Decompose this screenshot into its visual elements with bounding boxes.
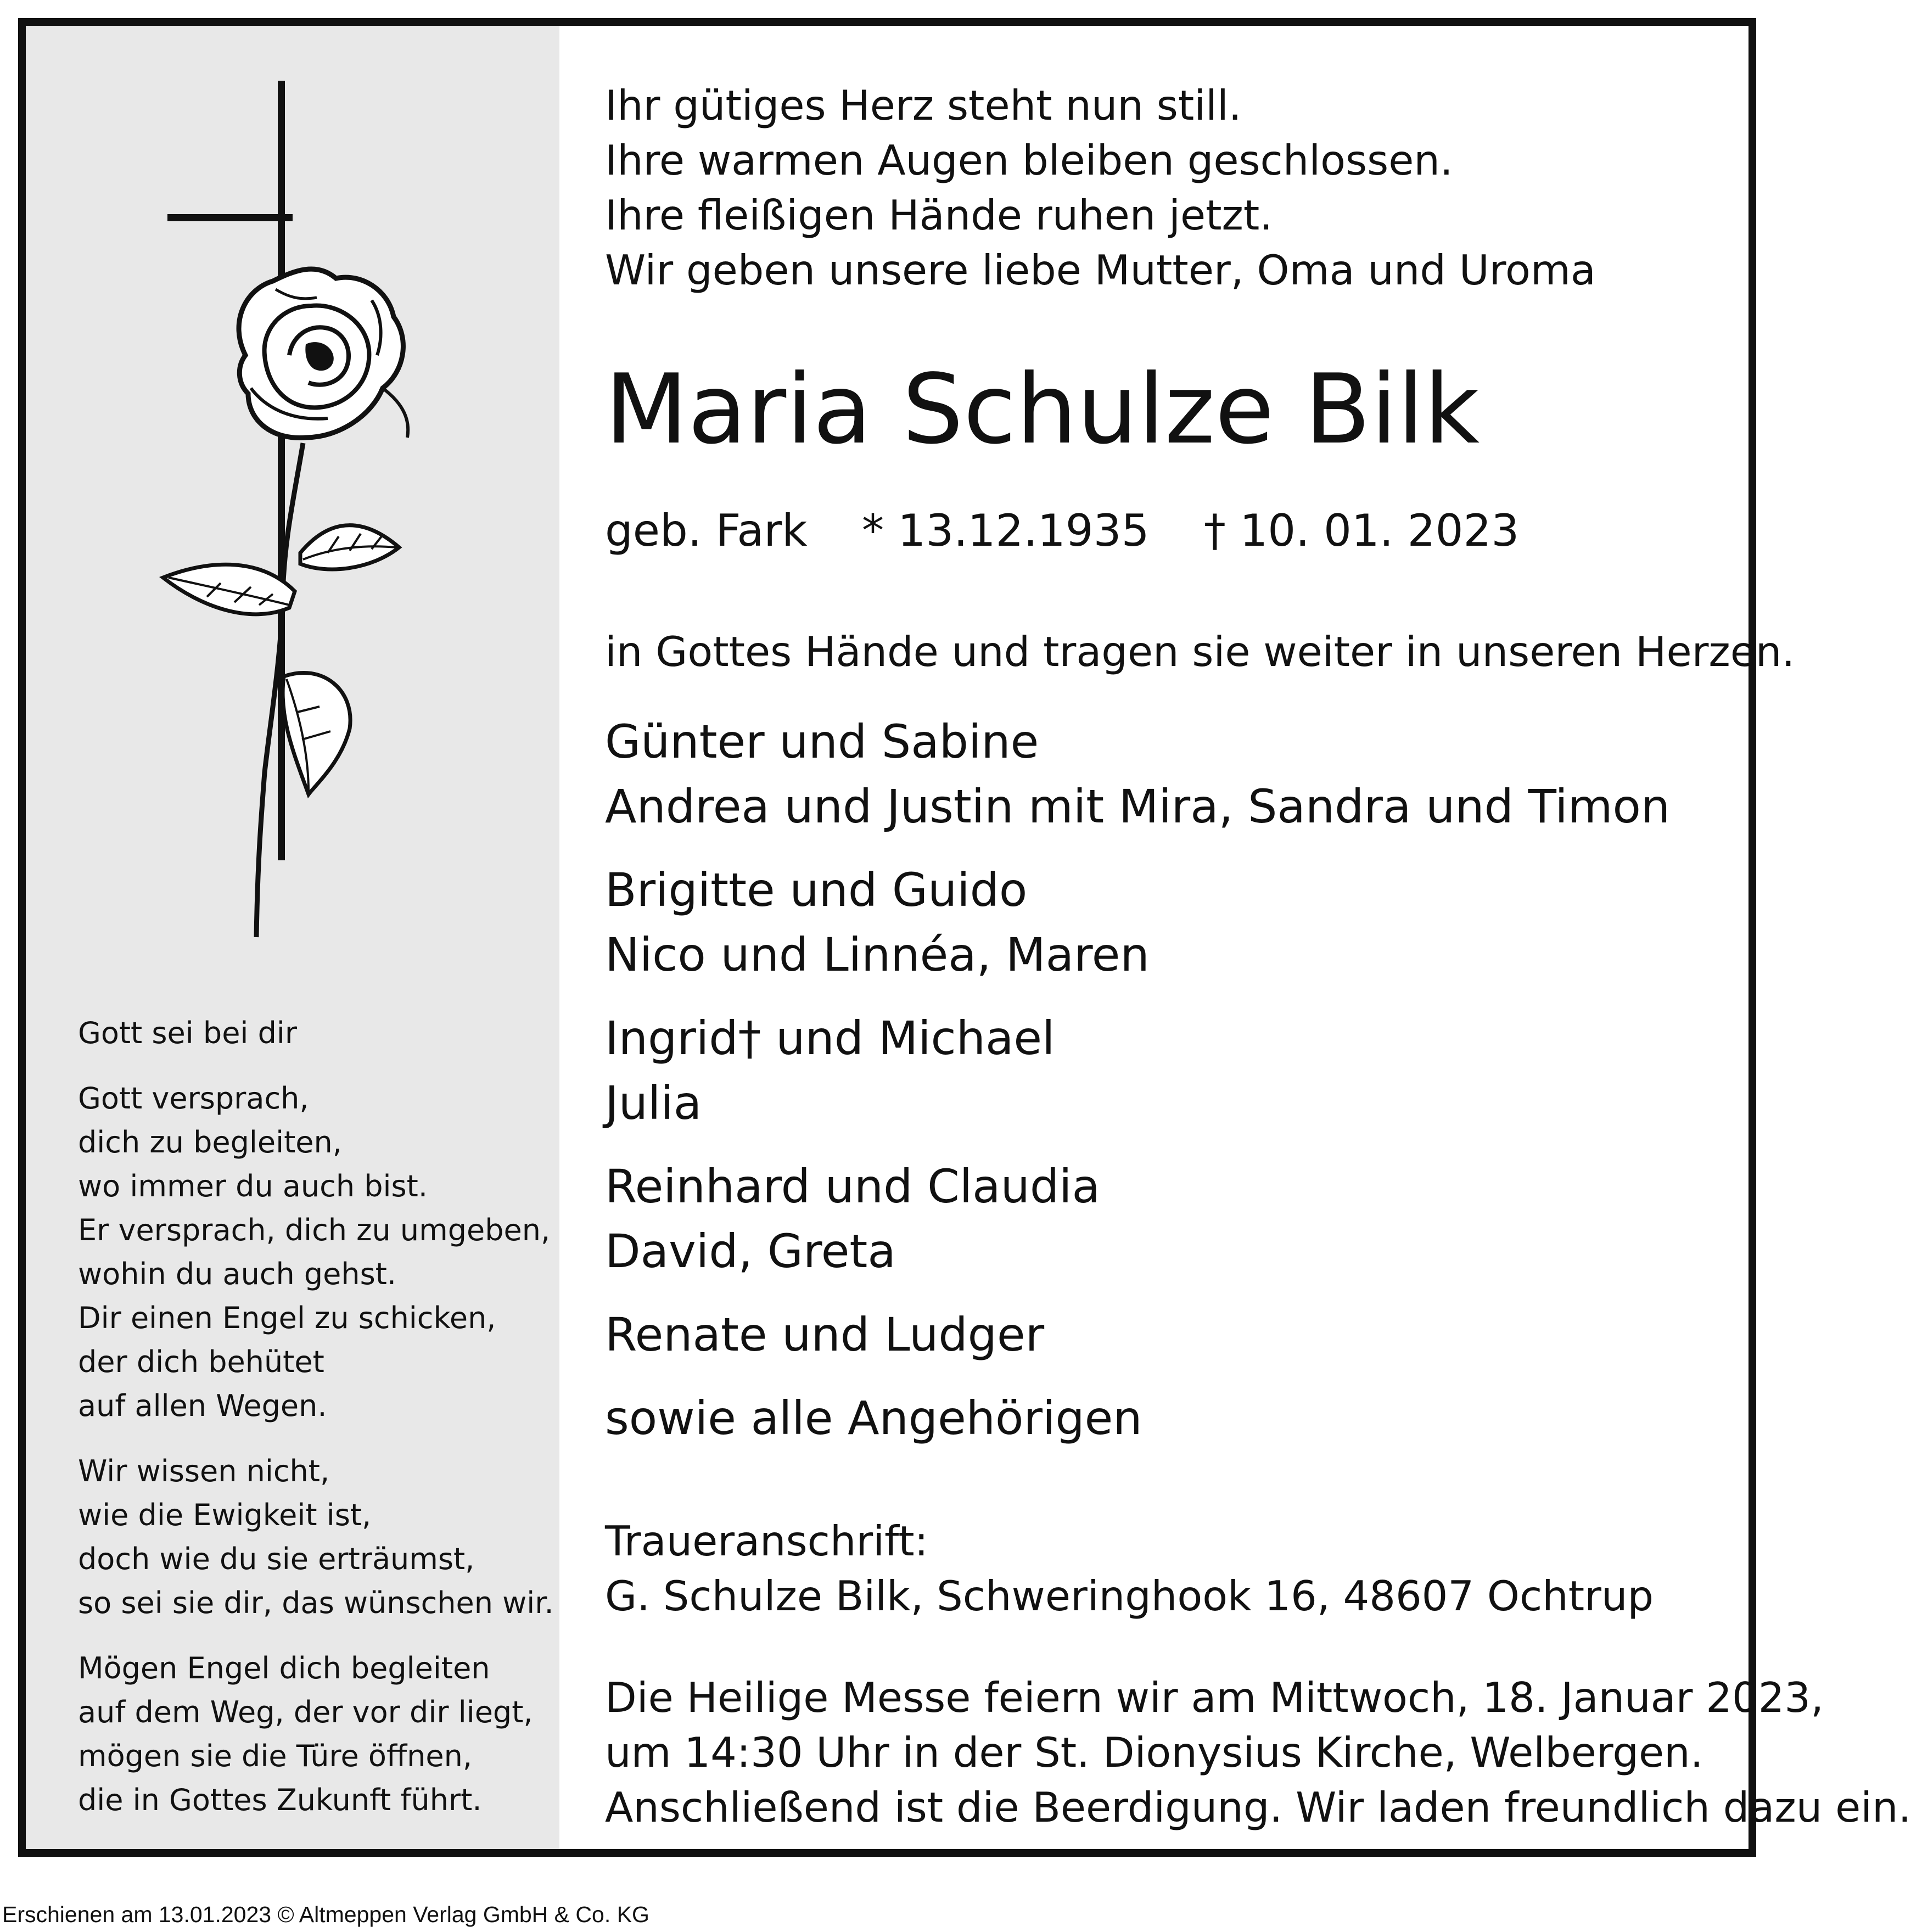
family-line: Andrea und Justin mit Mira, Sandra und Timon bbox=[605, 780, 1671, 833]
family-group bbox=[605, 1154, 1670, 1284]
poem-line: dich zu begleiten, bbox=[78, 1125, 342, 1160]
obituary-notice bbox=[18, 18, 1911, 1857]
poem-stanza-3 bbox=[78, 1647, 550, 1822]
service-line: Die Heilige Messe feiern wir am Mittwoch, 18. Januar 2023, bbox=[605, 1673, 1824, 1722]
poem-line: so sei sie dir, das wünschen wir. bbox=[78, 1586, 554, 1620]
poem bbox=[78, 1011, 554, 1844]
family-line: Reinhard und Claudia bbox=[605, 1160, 1100, 1213]
poem-title-block bbox=[78, 1011, 550, 1055]
mourning-address bbox=[605, 1514, 1654, 1623]
family-group bbox=[605, 1006, 1670, 1135]
intro-line: Ihre fleißigen Hände ruhen jetzt. bbox=[605, 191, 1273, 239]
family-group bbox=[605, 858, 1670, 987]
service-line: Anschließend ist die Beerdigung. Wir laden freundlich dazu ein. bbox=[605, 1783, 1911, 1832]
address-value: G. Schulze Bilk, Schweringhook 16, 48607 Ochtrup bbox=[605, 1572, 1654, 1620]
family-line: Brigitte und Guido bbox=[605, 863, 1028, 917]
cross-vertical-beam bbox=[278, 81, 285, 860]
funeral-service-info bbox=[605, 1670, 1911, 1835]
birth-name: geb. Fark bbox=[605, 505, 808, 556]
poem-line: mögen sie die Türe öffnen, bbox=[78, 1739, 473, 1773]
family-group bbox=[605, 1302, 1670, 1367]
poem-line: die in Gottes Zukunft führt. bbox=[78, 1783, 482, 1817]
closing-sentence: in Gottes Hände und tragen sie weiter in unseren Herzen. bbox=[605, 628, 1795, 676]
poem-line: Er versprach, dich zu umgeben, bbox=[78, 1213, 551, 1247]
intro-text bbox=[605, 78, 1596, 298]
poem-stanza-1 bbox=[78, 1077, 550, 1428]
family-line: David, Greta bbox=[605, 1224, 896, 1278]
poem-line: wohin du auch gehst. bbox=[78, 1257, 397, 1291]
death-date: † 10. 01. 2023 bbox=[1203, 505, 1520, 556]
poem-line: Wir wissen nicht, bbox=[78, 1454, 330, 1488]
birth-date: * 13.12.1935 bbox=[862, 505, 1150, 556]
family-line: Günter und Sabine bbox=[605, 715, 1039, 769]
poem-line: Gott versprach, bbox=[78, 1081, 309, 1116]
service-line: um 14:30 Uhr in der St. Dionysius Kirche, Welbergen. bbox=[605, 1728, 1703, 1777]
family-line: Julia bbox=[605, 1076, 702, 1130]
publication-footer: Erschienen am 13.01.2023 © Altmeppen Verlag GmbH & Co. KG bbox=[2, 1902, 649, 1927]
rose-bloom bbox=[239, 269, 408, 438]
intro-line: Wir geben unsere liebe Mutter, Oma und Uroma bbox=[605, 246, 1596, 294]
cross-horizontal-beam bbox=[167, 214, 293, 221]
family-group bbox=[605, 709, 1670, 839]
family-line: Ingrid† und Michael bbox=[605, 1011, 1055, 1065]
intro-line: Ihr gütiges Herz steht nun still. bbox=[605, 81, 1242, 130]
life-dates bbox=[605, 503, 1560, 558]
poem-title: Gott sei bei dir bbox=[78, 1016, 298, 1050]
cross-with-rose-illustration bbox=[119, 81, 459, 970]
poem-line: Dir einen Engel zu schicken, bbox=[78, 1301, 496, 1335]
address-label: Traueranschrift: bbox=[605, 1517, 928, 1565]
family-line: Nico und Linnéa, Maren bbox=[605, 928, 1150, 982]
poem-line: doch wie du sie erträumst, bbox=[78, 1542, 475, 1576]
poem-stanza-2 bbox=[78, 1449, 554, 1625]
sidebar-panel bbox=[26, 26, 559, 1849]
poem-line: wo immer du auch bist. bbox=[78, 1169, 428, 1203]
all-relatives: sowie alle Angehörigen bbox=[605, 1391, 1142, 1445]
poem-line: auf allen Wegen. bbox=[78, 1388, 327, 1423]
poem-line: auf dem Weg, der vor dir liegt, bbox=[78, 1695, 533, 1729]
poem-line: Mögen Engel dich begleiten bbox=[78, 1651, 490, 1685]
poem-line: wie die Ewigkeit ist, bbox=[78, 1498, 372, 1532]
poem-line: der dich behütet bbox=[78, 1345, 324, 1379]
intro-line: Ihre warmen Augen bleiben geschlossen. bbox=[605, 136, 1453, 184]
mourners-list bbox=[605, 709, 1670, 1451]
family-line: Renate und Ludger bbox=[605, 1308, 1045, 1362]
deceased-name: Maria Schulze Bilk bbox=[605, 354, 1480, 466]
